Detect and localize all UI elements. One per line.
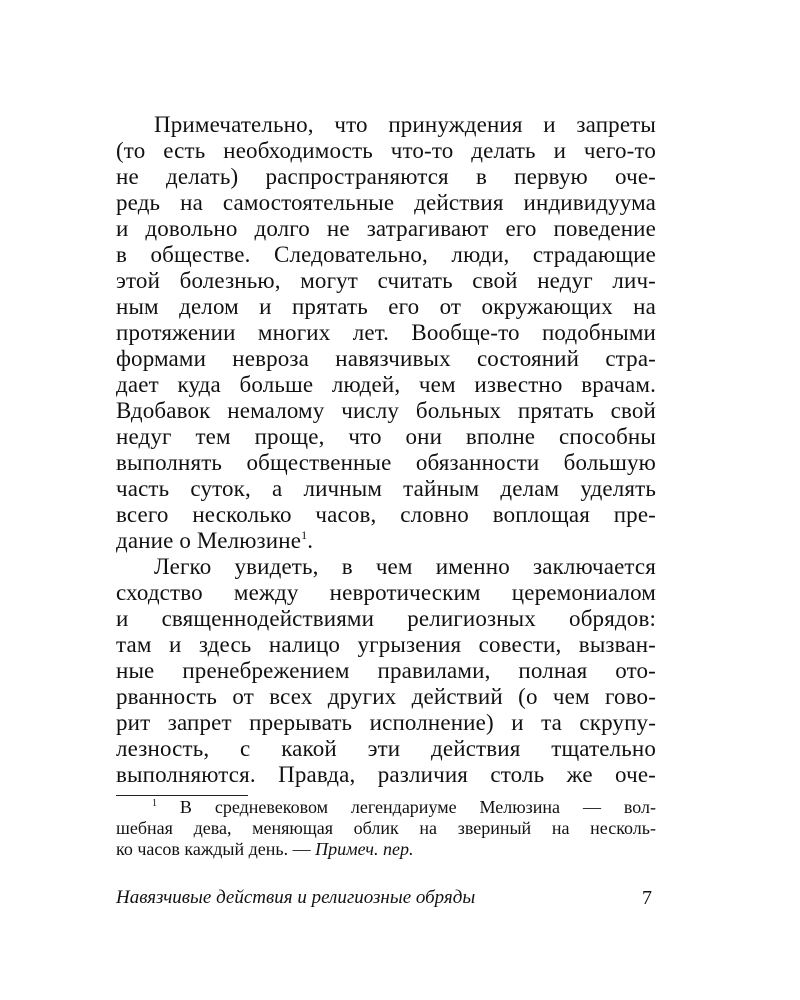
running-title: Навязчивые действия и религиозные обряды bbox=[116, 887, 476, 908]
text-line: дает куда больше людей, чем известно врачам. bbox=[116, 372, 656, 397]
text-line: всего несколько часов, словно воплощая пре- bbox=[116, 502, 656, 527]
text-line: сходство между невротическим церемониалом bbox=[116, 580, 656, 605]
paragraph-end-line bbox=[116, 528, 656, 554]
text-line: лезность, с какой эти действия тщательно bbox=[116, 736, 656, 761]
text-line: недуг тем проще, что они вполне способны bbox=[116, 424, 656, 449]
footnote-line bbox=[116, 839, 656, 860]
text-line: ным делом и прятать его от окружающих на bbox=[116, 294, 656, 319]
footnote-text: ко часов каждый день. — bbox=[116, 839, 311, 859]
text-line: и священнодействиями религиозных обрядов: bbox=[116, 606, 656, 631]
text-line: рванность от всех других действий (о чем гово- bbox=[116, 684, 656, 709]
footnote-reference: 1 bbox=[301, 528, 308, 542]
footnote-divider bbox=[116, 795, 248, 796]
translator-note: Примеч. пер. bbox=[315, 839, 414, 859]
text-line: протяжении многих лет. Вообще-то подобными bbox=[116, 320, 656, 345]
text-line: ные пренебрежением правилами, полная ото- bbox=[116, 658, 656, 683]
text-line: Легко увидеть, в чем именно заключается bbox=[154, 554, 656, 579]
text-line: этой болезнью, могут считать свой недуг лич- bbox=[116, 268, 656, 293]
text-line: формами невроза навязчивых состояний стра- bbox=[116, 346, 656, 371]
text-line: Вдобавок немалому числу больных прятать свой bbox=[116, 398, 656, 423]
text-line: в обществе. Следовательно, люди, страдающие bbox=[116, 242, 656, 267]
text-line: часть суток, а личным тайным делам уделять bbox=[116, 476, 656, 501]
running-footer bbox=[116, 885, 656, 911]
text-line: выполнять общественные обязанности большую bbox=[116, 450, 656, 475]
text-line: рит запрет прерывать исполнение) и та скрупу- bbox=[116, 710, 656, 735]
text-line-content: дание о Мелюзине bbox=[116, 528, 302, 553]
text-line: и довольно долго не затрагивают его поведение bbox=[116, 216, 656, 241]
footnote-line: шебная дева, меняющая облик на звериный на несколь- bbox=[116, 818, 656, 838]
page-number: 7 bbox=[642, 887, 652, 909]
text-line: выполняются. Правда, различия столь же оче- bbox=[116, 762, 656, 787]
text-line: редь на самостоятельные действия индивидуума bbox=[116, 190, 656, 215]
footnote-marker: 1 bbox=[152, 798, 157, 809]
text-line: не делать) распространяются в первую оче- bbox=[116, 164, 656, 189]
footnote-text: В средневековом легендариуме Мелюзина — вол- bbox=[179, 797, 656, 817]
footnote bbox=[116, 797, 656, 860]
text-line: там и здесь налицо угрызения совести, вызван- bbox=[116, 632, 656, 657]
footnote-line bbox=[116, 797, 656, 818]
text-line: Примечательно, что принуждения и запреты bbox=[154, 112, 656, 137]
period: . bbox=[307, 528, 314, 553]
main-text bbox=[116, 112, 656, 788]
text-line: (то есть необходимость что-то делать и чего-то bbox=[116, 138, 656, 163]
